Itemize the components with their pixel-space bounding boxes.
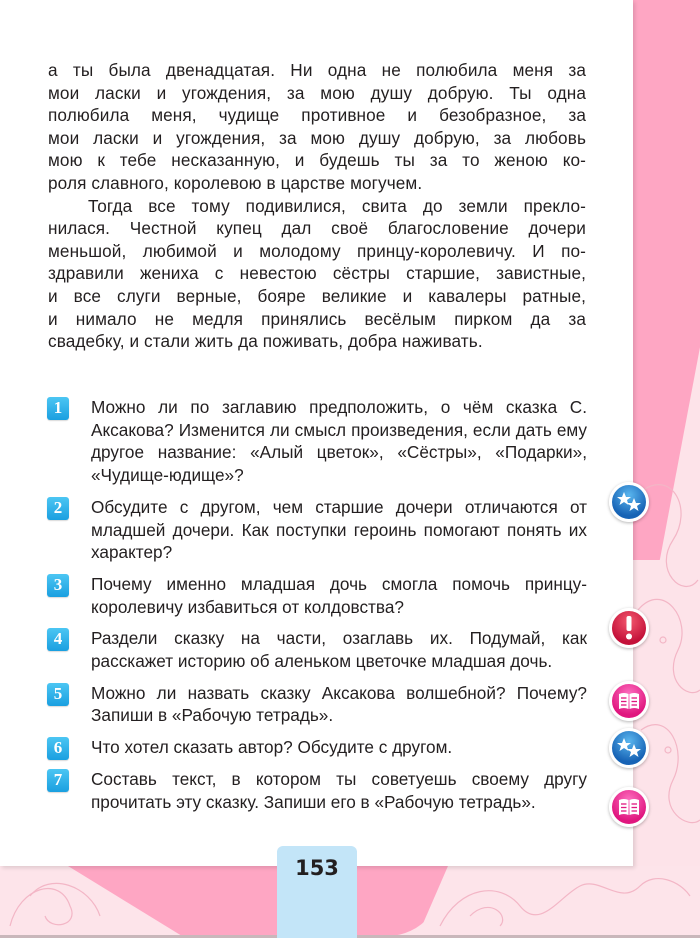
question-number-badge: 1 bbox=[47, 397, 69, 420]
page-number: 153 bbox=[295, 856, 339, 880]
question-number-badge: 4 bbox=[47, 628, 69, 651]
question-text: Можно ли назвать сказку Аксакова волшебной? Почему? Запиши в «Рабочую тетрадь». bbox=[91, 682, 587, 726]
text-line: меньшой, любимой и молодому принцу-королевичу. И по- bbox=[48, 240, 586, 261]
story-paragraph-2 bbox=[48, 195, 586, 353]
question-text: Что хотел сказать автор? Обсудите с другом. bbox=[91, 737, 453, 758]
question-text: Раздели сказку на части, озаглавь их. Подумай, как расскажет историю об аленьком цветочке младшая дочь. bbox=[91, 628, 587, 672]
question-number-badge: 5 bbox=[47, 683, 69, 706]
text-line: мои ласки и угождения, за мою душу добрую, за любовь bbox=[48, 127, 586, 148]
text-line: и все слуги верные, бояре великие и кавалеры ратные, bbox=[48, 285, 586, 306]
question-number-badge: 2 bbox=[47, 497, 69, 520]
question-text: Обсудите с другом, чем старшие дочери отличаются от младшей дочери. Как поступки героинь помогают понять их характер? bbox=[91, 496, 587, 563]
text-line: мои ласки и угождения, за мою душу добрую. Ты одна bbox=[48, 82, 586, 103]
text-line: а ты была двенадцатая. Ни одна не полюбила меня за bbox=[48, 60, 586, 80]
question-item bbox=[47, 627, 587, 672]
pair-work-stars-icon bbox=[609, 482, 649, 522]
question-item bbox=[47, 682, 587, 727]
story-paragraph-1 bbox=[48, 59, 586, 195]
text-line: полюбила меня, чудище противное и безобразное, за bbox=[48, 105, 586, 126]
text-line: мою к тебе несказанную, и будешь ты за то женою ко- bbox=[48, 150, 586, 171]
text-line: роля славного, королевою в царстве могучем. bbox=[48, 172, 423, 193]
text-line: нилася. Честной купец дал своё благословение дочери bbox=[48, 218, 586, 239]
story-text bbox=[48, 59, 586, 353]
workbook-icon bbox=[609, 787, 649, 827]
question-text: Составь текст, в котором ты советуешь своему другу прочитать эту сказку. Запиши его в «Рабочую тетрадь». bbox=[91, 768, 587, 812]
question-number-badge: 3 bbox=[47, 574, 69, 597]
question-item bbox=[47, 496, 587, 564]
question-item bbox=[47, 396, 587, 487]
text-line: свадебку, и стали жить да поживать, добра наживать. bbox=[48, 331, 483, 352]
question-number-badge: 6 bbox=[47, 737, 69, 760]
question-item bbox=[47, 573, 587, 618]
question-text: Можно ли по заглавию предположить, о чём сказка С. Аксакова? Изменится ли смысл произведения, если дать ему другое название: «Алый цветок», «Сёстры», «Подарки», «Чудище-юдище»? bbox=[91, 397, 587, 486]
text-line: здравили жениха с невестою сёстры старшие, завистные, bbox=[48, 263, 586, 284]
workbook-icon bbox=[609, 681, 649, 721]
important-exclamation-icon bbox=[609, 608, 649, 648]
question-number-badge: 7 bbox=[47, 769, 69, 792]
questions-list bbox=[47, 396, 587, 822]
pair-work-stars-icon bbox=[609, 728, 649, 768]
question-text: Почему именно младшая дочь смогла помочь принцу-королевичу избавиться от колдовства? bbox=[91, 573, 587, 617]
question-item bbox=[47, 768, 587, 813]
text-line: и нимало не медля принялись весёлым пирком да за bbox=[48, 308, 586, 329]
question-item bbox=[47, 736, 587, 759]
text-line: Тогда все тому подивилися, свита до земли прекло- bbox=[88, 195, 586, 216]
